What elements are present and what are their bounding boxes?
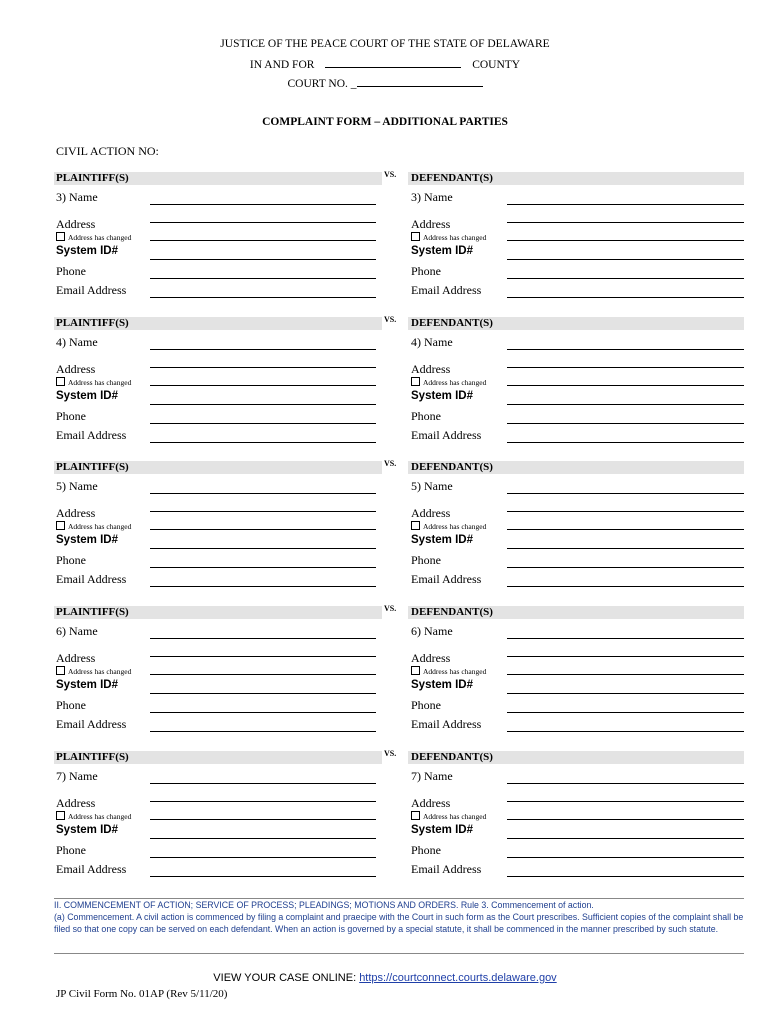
defendant-name-field[interactable]: [507, 638, 744, 639]
in-and-for-label: IN AND FOR: [249, 59, 315, 71]
plaintiff-name-label: 6) Name: [56, 624, 98, 638]
address-changed-label: Address has changed: [68, 378, 132, 387]
plaintiff-address-field-1[interactable]: [150, 656, 376, 657]
defendant-system-id-field[interactable]: [507, 259, 744, 260]
defendant-name-field[interactable]: [507, 783, 744, 784]
plaintiff-address-field-2[interactable]: [150, 240, 376, 241]
plaintiff-system-id-field[interactable]: [150, 259, 376, 260]
defendant-address-field-2[interactable]: [507, 240, 744, 241]
defendant-phone-label: Phone: [411, 698, 441, 712]
defendant-name-field[interactable]: [507, 349, 744, 350]
defendant-phone-field[interactable]: [507, 423, 744, 424]
checkbox-icon: [56, 377, 65, 386]
defendant-address-field-2[interactable]: [507, 529, 744, 530]
rule-body: (a) Commencement. A civil action is commenced by filing a complaint and praecipe with the Court in such form as the Court prescribes. Sufficient copies of the complaint shall be filed so that one copy can be served on each defendant. When an action is governed by a special statute, it shall be commenced in the manner prescribed by such statute.: [54, 912, 744, 934]
checkbox-icon: [56, 666, 65, 675]
plaintiff-email-field[interactable]: [150, 876, 376, 877]
plaintiff-header: PLAINTIFF(S): [56, 317, 129, 329]
defendant-name-label: 7) Name: [411, 769, 453, 783]
plaintiff-address-field-2[interactable]: [150, 385, 376, 386]
plaintiff-name-field[interactable]: [150, 204, 376, 205]
plaintiff-email-label: Email Address: [56, 717, 127, 731]
plaintiff-email-label: Email Address: [56, 283, 127, 297]
plaintiff-address-field-1[interactable]: [150, 367, 376, 368]
address-changed-label: Address has changed: [423, 522, 487, 531]
plaintiff-address-field-1[interactable]: [150, 511, 376, 512]
defendant-address-label: Address: [411, 362, 451, 376]
defendant-system-id-label: System ID#: [411, 679, 474, 691]
checkbox-icon: [411, 521, 420, 530]
court-no-label: COURT NO. _: [287, 78, 357, 90]
defendant-name-field[interactable]: [507, 204, 744, 205]
plaintiff-address-changed-checkbox[interactable]: [56, 811, 131, 821]
defendant-address-field-2[interactable]: [507, 819, 744, 820]
checkbox-icon: [411, 232, 420, 241]
court-title: JUSTICE OF THE PEACE COURT OF THE STATE OF DELAWARE: [220, 38, 550, 50]
defendant-email-field[interactable]: [507, 297, 744, 298]
plaintiff-email-label: Email Address: [56, 572, 127, 586]
address-changed-label: Address has changed: [423, 812, 487, 821]
plaintiff-address-changed-checkbox[interactable]: [56, 666, 131, 676]
plaintiff-email-field[interactable]: [150, 442, 376, 443]
defendant-system-id-field[interactable]: [507, 404, 744, 405]
plaintiff-address-field-2[interactable]: [150, 529, 376, 530]
civil-action-label: CIVIL ACTION NO:: [56, 144, 159, 158]
versus-label: VS.: [384, 315, 397, 324]
defendant-system-id-label: System ID#: [411, 390, 474, 402]
rule-heading: II. COMMENCEMENT OF ACTION; SERVICE OF PROCESS; PLEADINGS; MOTIONS AND ORDERS. Rule 3. Commencement of action.: [54, 900, 594, 910]
defendant-system-id-label: System ID#: [411, 534, 474, 546]
defendant-address-field-1[interactable]: [507, 367, 744, 368]
plaintiff-address-label: Address: [56, 217, 96, 231]
checkbox-icon: [56, 811, 65, 820]
address-changed-label: Address has changed: [68, 812, 132, 821]
defendant-address-label: Address: [411, 506, 451, 520]
county-label: COUNTY: [472, 59, 521, 71]
defendant-name-label: 3) Name: [411, 190, 453, 204]
defendant-name-label: 4) Name: [411, 335, 453, 349]
defendant-address-field-2[interactable]: [507, 385, 744, 386]
versus-label: VS.: [384, 459, 397, 468]
plaintiff-header: PLAINTIFF(S): [56, 751, 129, 763]
plaintiff-name-label: 3) Name: [56, 190, 98, 204]
form-number: JP Civil Form No. 01AP (Rev 5/11/20): [56, 988, 228, 1000]
defendant-email-label: Email Address: [411, 572, 482, 586]
defendant-phone-label: Phone: [411, 409, 441, 423]
defendant-header: DEFENDANT(S): [411, 317, 493, 329]
checkbox-icon: [411, 811, 420, 820]
defendant-email-label: Email Address: [411, 283, 482, 297]
plaintiff-email-field[interactable]: [150, 731, 376, 732]
defendant-name-field[interactable]: [507, 493, 744, 494]
defendant-header: DEFENDANT(S): [411, 172, 493, 184]
plaintiff-header: PLAINTIFF(S): [56, 606, 129, 618]
defendant-email-label: Email Address: [411, 862, 482, 876]
plaintiff-system-id-label: System ID#: [56, 534, 119, 546]
plaintiff-system-id-label: System ID#: [56, 390, 119, 402]
defendant-header: DEFENDANT(S): [411, 751, 493, 763]
plaintiff-address-field-2[interactable]: [150, 819, 376, 820]
address-changed-label: Address has changed: [68, 522, 132, 531]
plaintiff-address-field-2[interactable]: [150, 674, 376, 675]
defendant-name-label: 6) Name: [411, 624, 453, 638]
court-no-line: [0, 74, 770, 90]
plaintiff-phone-field[interactable]: [150, 278, 376, 279]
party-block: [0, 172, 770, 302]
defendant-email-label: Email Address: [411, 717, 482, 731]
defendant-email-label: Email Address: [411, 428, 482, 442]
versus-label: VS.: [384, 170, 397, 179]
plaintiff-system-id-label: System ID#: [56, 824, 119, 836]
defendant-phone-field[interactable]: [507, 278, 744, 279]
plaintiff-address-label: Address: [56, 506, 96, 520]
versus-label: VS.: [384, 749, 397, 758]
plaintiff-address-label: Address: [56, 651, 96, 665]
party-block: [0, 751, 770, 881]
plaintiff-phone-field[interactable]: [150, 567, 376, 568]
plaintiff-phone-field[interactable]: [150, 857, 376, 858]
plaintiff-address-field-1[interactable]: [150, 801, 376, 802]
plaintiff-address-label: Address: [56, 796, 96, 810]
plaintiff-email-field[interactable]: [150, 586, 376, 587]
plaintiff-address-field-1[interactable]: [150, 222, 376, 223]
form-title: COMPLAINT FORM – ADDITIONAL PARTIES: [262, 116, 508, 128]
plaintiff-name-field[interactable]: [150, 783, 376, 784]
defendant-name-label: 5) Name: [411, 479, 453, 493]
plaintiff-address-label: Address: [56, 362, 96, 376]
plaintiff-header: PLAINTIFF(S): [56, 172, 129, 184]
plaintiff-phone-label: Phone: [56, 553, 86, 567]
plaintiff-address-changed-checkbox[interactable]: [56, 232, 131, 242]
defendant-phone-field[interactable]: [507, 567, 744, 568]
plaintiff-address-changed-checkbox[interactable]: [56, 377, 131, 387]
plaintiff-email-label: Email Address: [56, 428, 127, 442]
defendant-address-changed-checkbox[interactable]: [411, 811, 486, 821]
plaintiff-name-field[interactable]: [150, 349, 376, 350]
plaintiff-address-changed-checkbox[interactable]: [56, 521, 131, 531]
defendant-system-id-label: System ID#: [411, 824, 474, 836]
defendant-email-field[interactable]: [507, 876, 744, 877]
view-online-label: VIEW YOUR CASE ONLINE:: [213, 972, 360, 984]
defendant-address-field-1[interactable]: [507, 222, 744, 223]
plaintiff-name-field[interactable]: [150, 493, 376, 494]
defendant-address-field-1[interactable]: [507, 511, 744, 512]
defendant-system-id-field[interactable]: [507, 548, 744, 549]
plaintiff-system-id-field[interactable]: [150, 548, 376, 549]
defendant-address-field-1[interactable]: [507, 801, 744, 802]
defendant-address-label: Address: [411, 651, 451, 665]
address-changed-label: Address has changed: [423, 378, 487, 387]
plaintiff-system-id-field[interactable]: [150, 693, 376, 694]
party-block: [0, 317, 770, 447]
plaintiff-name-label: 5) Name: [56, 479, 98, 493]
party-block: [0, 606, 770, 736]
defendant-address-changed-checkbox[interactable]: [411, 666, 486, 676]
plaintiff-name-label: 4) Name: [56, 335, 98, 349]
rule-text-box: [54, 898, 744, 954]
plaintiff-phone-field[interactable]: [150, 712, 376, 713]
address-changed-label: Address has changed: [68, 667, 132, 676]
defendant-address-field-1[interactable]: [507, 656, 744, 657]
address-changed-label: Address has changed: [423, 667, 487, 676]
defendant-system-id-field[interactable]: [507, 838, 744, 839]
defendant-system-id-label: System ID#: [411, 245, 474, 257]
defendant-address-label: Address: [411, 217, 451, 231]
checkbox-icon: [411, 666, 420, 675]
plaintiff-phone-label: Phone: [56, 698, 86, 712]
plaintiff-phone-label: Phone: [56, 264, 86, 278]
plaintiff-name-field[interactable]: [150, 638, 376, 639]
plaintiff-phone-field[interactable]: [150, 423, 376, 424]
county-line: [0, 55, 770, 71]
address-changed-label: Address has changed: [423, 233, 487, 242]
defendant-header: DEFENDANT(S): [411, 461, 493, 473]
plaintiff-system-id-label: System ID#: [56, 679, 119, 691]
defendant-address-field-2[interactable]: [507, 674, 744, 675]
plaintiff-phone-label: Phone: [56, 843, 86, 857]
party-block: [0, 461, 770, 591]
plaintiff-system-id-field[interactable]: [150, 838, 376, 839]
checkbox-icon: [56, 232, 65, 241]
checkbox-icon: [56, 521, 65, 530]
checkbox-icon: [411, 377, 420, 386]
address-changed-label: Address has changed: [68, 233, 132, 242]
court-no-field[interactable]: [357, 74, 483, 87]
versus-label: VS.: [384, 604, 397, 613]
court-connect-link[interactable]: https://courtconnect.courts.delaware.gov: [359, 972, 557, 984]
defendant-phone-label: Phone: [411, 553, 441, 567]
defendant-email-field[interactable]: [507, 586, 744, 587]
plaintiff-email-label: Email Address: [56, 862, 127, 876]
plaintiff-header: PLAINTIFF(S): [56, 461, 129, 473]
defendant-phone-label: Phone: [411, 264, 441, 278]
defendant-phone-field[interactable]: [507, 712, 744, 713]
defendant-system-id-field[interactable]: [507, 693, 744, 694]
plaintiff-phone-label: Phone: [56, 409, 86, 423]
defendant-phone-label: Phone: [411, 843, 441, 857]
plaintiff-email-field[interactable]: [150, 297, 376, 298]
defendant-address-label: Address: [411, 796, 451, 810]
view-case-online: [0, 972, 770, 984]
defendant-email-field[interactable]: [507, 731, 744, 732]
plaintiff-system-id-label: System ID#: [56, 245, 119, 257]
defendant-address-changed-checkbox[interactable]: [411, 377, 486, 387]
defendant-address-changed-checkbox[interactable]: [411, 521, 486, 531]
plaintiff-name-label: 7) Name: [56, 769, 98, 783]
defendant-address-changed-checkbox[interactable]: [411, 232, 486, 242]
defendant-header: DEFENDANT(S): [411, 606, 493, 618]
defendant-phone-field[interactable]: [507, 857, 744, 858]
defendant-email-field[interactable]: [507, 442, 744, 443]
plaintiff-system-id-field[interactable]: [150, 404, 376, 405]
county-field[interactable]: [325, 55, 461, 68]
